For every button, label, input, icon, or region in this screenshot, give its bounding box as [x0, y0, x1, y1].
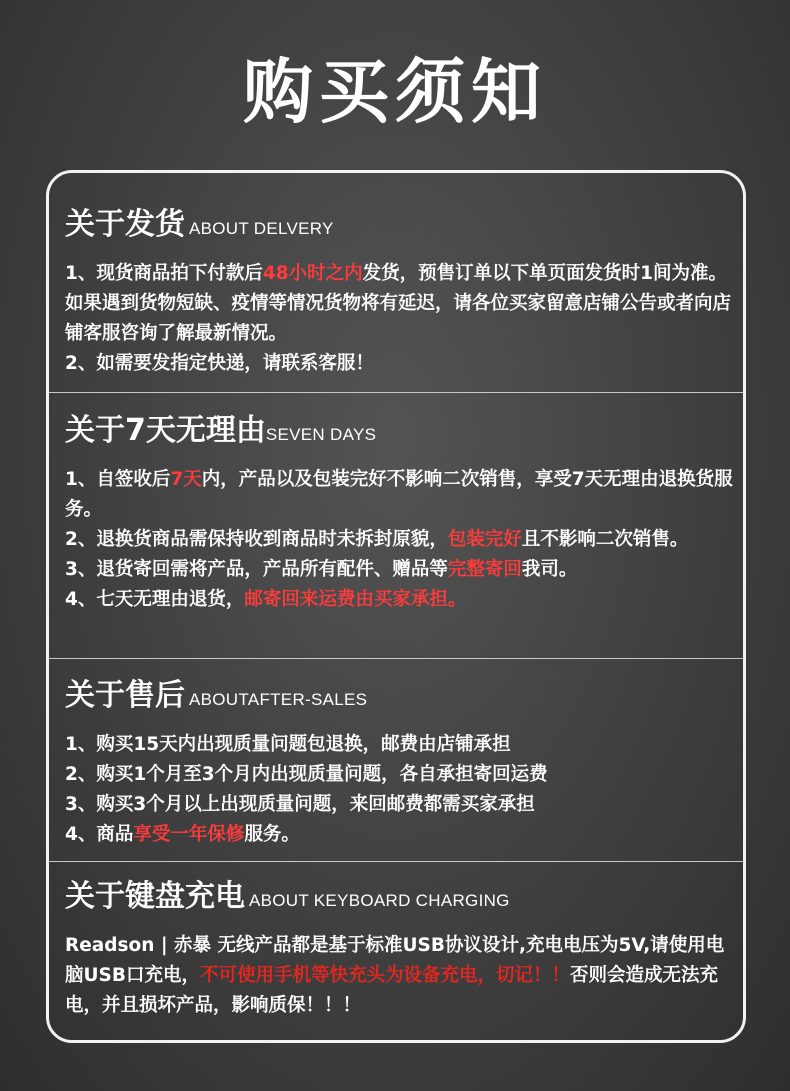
section-delivery [49, 207, 743, 379]
section-body [65, 259, 735, 379]
highlight-text: 包装完好 [447, 529, 522, 550]
list-item [65, 259, 735, 349]
heading-en: SEVEN DAYS [265, 425, 377, 444]
heading-zh: 关于7天无理由 [65, 413, 266, 448]
list-item [65, 730, 735, 760]
section-heading [65, 413, 735, 453]
section-heading [65, 207, 735, 247]
list-item [65, 349, 735, 379]
highlight-text: 7天 [170, 469, 202, 490]
list-item [65, 931, 735, 1021]
section-after-sales [49, 678, 743, 850]
divider [49, 658, 743, 659]
heading-zh: 关于发货 [65, 207, 185, 242]
item-text: 1、自签收后 [65, 469, 171, 490]
page-title: 购买须知 [243, 51, 547, 133]
notice-panel [46, 170, 746, 1043]
highlight-text: 不可使用手机等快充头为设备充电，切记！！ [199, 965, 570, 986]
item-text: 3、退货寄回需将产品，产品所有配件、赠品等 [65, 559, 448, 580]
list-item [65, 820, 735, 850]
divider [49, 861, 743, 862]
item-text: 1、购买15天内出现质量问题包退换，邮费由店铺承担 [65, 734, 511, 755]
list-item [65, 465, 735, 525]
section-body [65, 931, 735, 1021]
section-heading [65, 879, 735, 919]
list-item [65, 525, 735, 555]
heading-en: ABOUTAFTER-SALES [189, 690, 368, 709]
item-text: 服务。 [244, 824, 300, 845]
item-text: 4、七天无理由退货， [65, 589, 245, 610]
highlight-text: 邮寄回来运费由买家承担。 [244, 589, 467, 610]
list-item [65, 585, 735, 615]
item-text: 4、商品 [65, 824, 134, 845]
heading-en: ABOUT KEYBOARD CHARGING [249, 891, 510, 910]
item-text: Readson | 赤暴 无线产品都是基于标准USB协议设计,充电电压为5V,请使用电脑USB口充电， [65, 935, 725, 986]
item-text: 且不影响二次销售。 [521, 529, 689, 550]
item-text: 2、如需要发指定快递，请联系客服！ [65, 353, 374, 374]
item-text: 内，产品以及包装完好不影响二次销售，享受7天无理由退换货服务。 [65, 469, 733, 520]
section-keyboard-charging [49, 879, 743, 1021]
highlight-text: 完整寄回 [447, 559, 522, 580]
section-body [65, 730, 735, 850]
section-seven-days [49, 413, 743, 615]
item-text: 我司。 [521, 559, 578, 580]
list-item [65, 790, 735, 820]
item-text: 2、退换货商品需保持收到商品时未拆封原貌， [65, 529, 448, 550]
section-heading [65, 678, 735, 718]
heading-zh: 关于售后 [65, 678, 185, 713]
heading-en: ABOUT DELVERY [189, 219, 334, 238]
heading-zh: 关于键盘充电 [65, 879, 245, 914]
list-item [65, 760, 735, 790]
item-text: 否则会造成无法充电，并且损坏产品，影响质保！！！ [65, 965, 718, 1016]
divider [49, 392, 743, 393]
item-text: 3、购买3个月以上出现质量问题，来回邮费都需买家承担 [65, 794, 535, 815]
item-text: 发货，预售订单以下单页面发货时1间为准。如果遇到货物短缺、疫情等情况货物将有延迟，请各位买家留意店铺公告或者向店铺客服咨询了解最新情况。 [65, 263, 732, 344]
highlight-text: 48小时之内 [262, 263, 363, 284]
item-text: 2、购买1个月至3个月内出现质量问题，各自承担寄回运费 [65, 764, 548, 785]
highlight-text: 享受一年保修 [133, 824, 245, 845]
list-item [65, 555, 735, 585]
section-body [65, 465, 735, 615]
item-text: 1、现货商品拍下付款后 [65, 263, 263, 284]
